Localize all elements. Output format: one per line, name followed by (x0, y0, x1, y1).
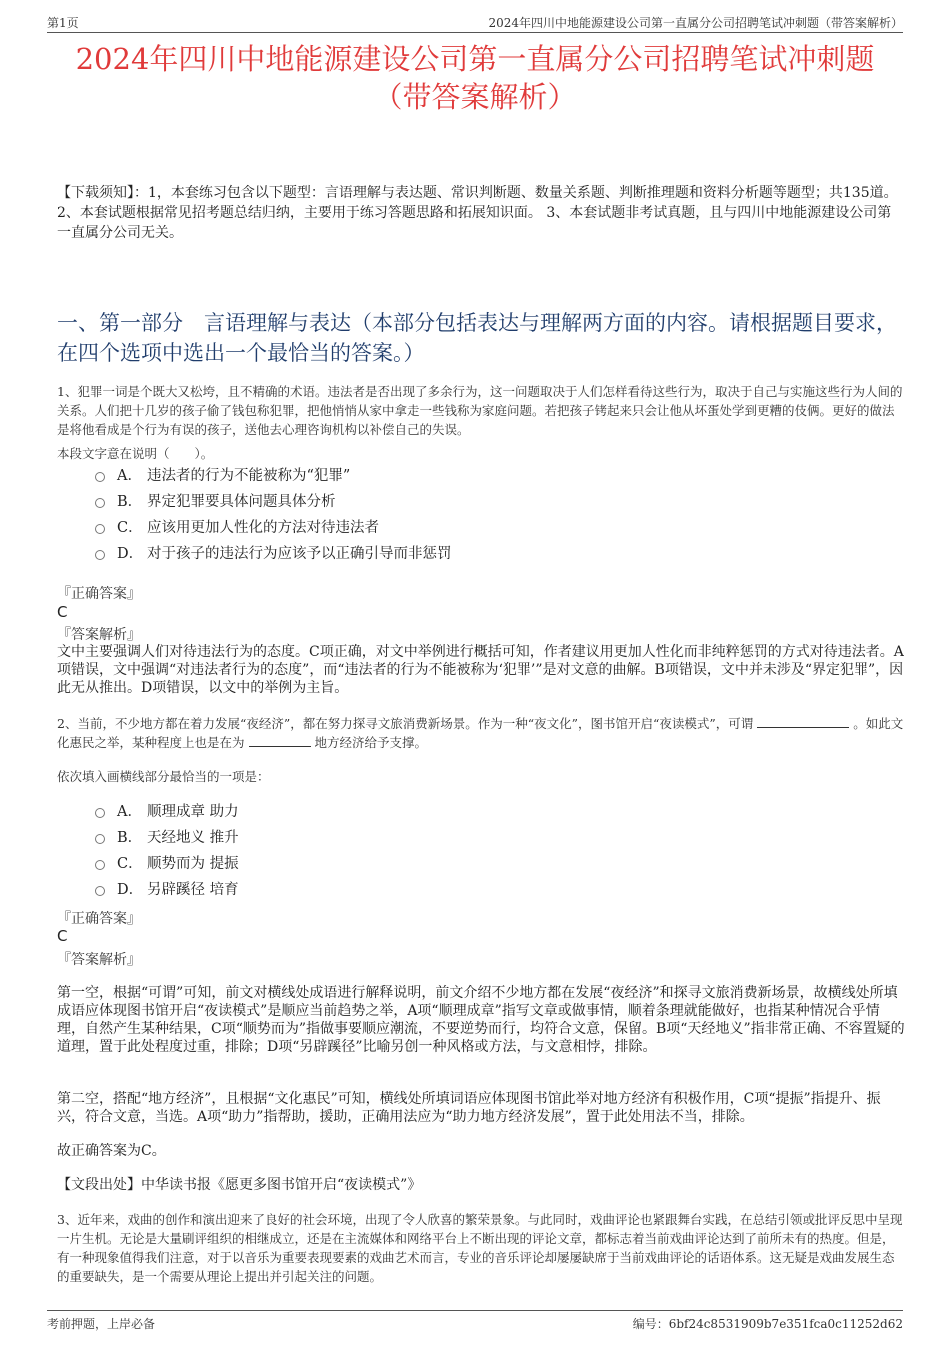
section-title: 一、第一部分 言语理解与表达（本部分包括表达与理解两方面的内容。请根据题目要求，在四个选项中选出一个最恰当的答案。） (57, 311, 897, 365)
q1-stem: 本段文字意在说明（ ）。 (57, 446, 214, 461)
radio-icon[interactable] (95, 834, 105, 844)
q1-answer: C (57, 603, 68, 621)
blank-1 (757, 727, 849, 728)
radio-icon[interactable] (95, 550, 105, 560)
footer-slogan: 考前押题，上岸必备 (47, 1317, 156, 1331)
q1-option-d[interactable]: D． 对于孩子的违法行为应该予以正确引导而非惩罚 (95, 541, 452, 567)
q2-option-c[interactable]: C． 顺势而为 提振 (95, 851, 239, 877)
q2-analysis-label: 『答案解析』 (57, 952, 141, 968)
q2-option-b[interactable]: B． 天经地义 推升 (95, 825, 239, 851)
q2-option-a[interactable]: A． 顺理成章 助力 (95, 799, 239, 825)
radio-icon[interactable] (95, 498, 105, 508)
radio-icon[interactable] (95, 524, 105, 534)
q2-answer-label: 『正确答案』 (57, 911, 141, 927)
q2-options (95, 799, 239, 903)
blank-2 (249, 746, 311, 747)
page-footer (47, 1310, 903, 1333)
q2-analysis-p3: 故正确答案为C。 (57, 1143, 166, 1159)
header-doc-title: 2024年四川中地能源建设公司第一直属分公司招聘笔试冲刺题（带答案解析） (488, 16, 903, 30)
radio-icon[interactable] (95, 860, 105, 870)
q2-analysis-p2: 第二空，搭配“地方经济”，且根据“文化惠民”可知，横线处所填词语应体现图书馆此举对地方经济有积极作用，C项“提振”指提升、振兴，符合文意，当选。A项“助力”指帮助，援助，正确用法应为“助力地方经济发展”，置于此处用法不当，排除。 (57, 1091, 881, 1125)
q1-answer-label: 『正确答案』 (57, 586, 141, 602)
page-header (47, 12, 903, 33)
radio-icon[interactable] (95, 886, 105, 896)
footer-code: 编号：6bf24c8531909b7e351fca0c11252d62 (632, 1317, 903, 1331)
page-number: 第1页 (47, 16, 79, 30)
q1-option-a[interactable]: A． 违法者的行为不能被称为“犯罪” (95, 463, 452, 489)
q1-analysis-label: 『答案解析』 (57, 627, 141, 643)
q1-option-c[interactable]: C． 应该用更加人性化的方法对待违法者 (95, 515, 452, 541)
q2-text: 2、当前，不少地方都在着力发展“夜经济”，都在努力探寻文旅消费新场景。作为一种“夜文化”，图书馆开启“夜读模式”，可谓 。如此文化惠民之举，某种程度上也是在为 地方经济给予支撑。 (57, 716, 904, 750)
q1-analysis: 文中主要强调人们对待违法行为的态度。C项正确，对文中举例进行概括可知，作者建议用更加人性化而非纯粹惩罚的方式对待违法者。A项错误，文中强调“对违法者行为的态度”，而“违法者的行为不能被称为‘犯罪’”是对文意的曲解。B项错误，文中并未涉及“界定犯罪”，因此无从推出。D项错误，以文中的举例为主旨。 (57, 644, 904, 696)
q2-analysis-p1: 第一空，根据“可谓”可知，前文对横线处成语进行解释说明，前文介绍不少地方都在发展“夜经济”和探寻文旅消费新场景，故横线处所填成语应体现图书馆开启“夜读模式”是顺应当前趋势之举，A项“顺理成章”指写文章或做事情，顺着条理就能做好，也指某种情况合乎情理，自然产生某种结果，C项“顺势而为”指做事要顺应潮流，不要逆势而行，均符合文意，保留。B项“天经地义”指非常正确、不容置疑的道理，置于此处程度过重，排除；D项“另辟蹊径”比喻另创一种风格或方法，与文意相悖，排除。 (57, 985, 905, 1055)
document-title (40, 40, 910, 116)
q3-text: 3、近年来，戏曲的创作和演出迎来了良好的社会环境，出现了令人欣喜的繁荣景象。与此同时，戏曲评论也紧跟舞台实践，在总结引领或批评反思中呈现一片生机。无论是大量刷评组织的相继成立，还是在主流媒体和网络平台上不断出现的评论文章，都标志着当前戏曲评论达到了前所未有的热度。但是，有一种现象值得我们注意，对于以音乐为重要表现要素的戏曲艺术而言，专业的音乐评论却屡屡缺席于当前戏曲评论的话语体系。这无疑是戏曲发展生态的重要缺失，是一个需要从理论上提出并引起关注的问题。 (57, 1212, 903, 1284)
title-line-2: （带答案解析） (373, 80, 577, 114)
q1-options (95, 463, 452, 567)
q2-option-d[interactable]: D． 另辟蹊径 培育 (95, 877, 239, 903)
q2-answer: C (57, 927, 68, 945)
q2-source: 【文段出处】中华读书报《愿更多图书馆开启“夜读模式”》 (57, 1177, 422, 1193)
q2-stem: 依次填入画横线部分最恰当的一项是： (57, 769, 270, 784)
title-line-1: 2024年四川中地能源建设公司第一直属分公司招聘笔试冲刺题 (75, 42, 875, 76)
download-notice: 【下载须知】：1，本套练习包含以下题型：言语理解与表达题、常识判断题、数量关系题、判断推理题和资料分析题等题型；共135道。 2、本套试题根据常见招考题总结归纳，主要用于练习答题思路和拓展知识面。 3、本套试题非考试真题，且与四川中地能源建设公司第一直属分公司无关。 (57, 185, 898, 241)
radio-icon[interactable] (95, 808, 105, 818)
radio-icon[interactable] (95, 472, 105, 482)
q1-text: 1、犯罪一词是个既大又松垮，且不精确的术语。违法者是否出现了多余行为，这一问题取决于人们怎样看待这些行为，取决于自己与实施这些行为人间的关系。人们把十几岁的孩子偷了钱包称犯罪，把他悄悄从家中拿走一些钱称为家庭问题。若把孩子铐起来只会让他从坏蛋处学到更糟的伎俩。更好的做法是将他看成是个行为有误的孩子，送他去心理咨询机构以补偿自己的失误。 (57, 384, 903, 437)
q1-option-b[interactable]: B． 界定犯罪要具体问题具体分析 (95, 489, 452, 515)
